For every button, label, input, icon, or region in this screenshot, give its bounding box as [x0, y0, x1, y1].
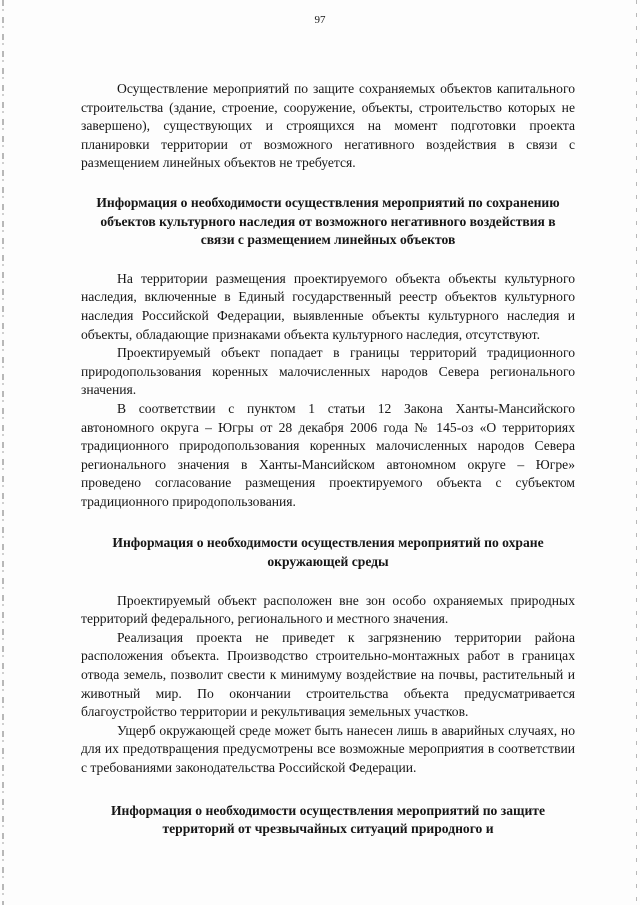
culture-paragraph-1: На территории размещения проектируемого объекта объекты культурного наследия, включенные в Единый государственный реестр объектов культурного наследия Российской Федерации, выявленные объекты культурного наследия и объекты, обладающие признаками объекта культурного наследия, отсутствуют. [81, 270, 575, 342]
heading-emergency: Информация о необходимости осуществления мероприятий по защите территорий от чрезвычайных ситуаций природного и [110, 802, 546, 837]
culture-paragraph-2: Проектируемый объект попадает в границы территорий традиционного природопользования коренных малочисленных народов Севера регионального значения. [81, 345, 575, 398]
environment-paragraph-2: Реализация проекта не приведет к загрязнению территории района расположения объекта. Производство строительно-монтажных работ в границах отвода земель, позволит свести к минимуму воздействие на почвы, растительный и животный мир. По окончании строительства объекта предусматривается благоустройство территории и рекультивация земельных участков. [81, 629, 575, 720]
scan-left-edge [2, 0, 4, 905]
document-body [81, 80, 575, 839]
heading-environment: Информация о необходимости осуществления мероприятий по охране окружающей среды [112, 535, 544, 570]
heading-culture: Информация о необходимости осуществления мероприятий по сохранению объектов культурного наследия от возможного негативного воздействия в связи с размещением линейных объектов [96, 194, 560, 248]
environment-paragraph-1: Проектируемый объект расположен вне зон особо охраняемых природных территорий федерального, регионального и местного значения. [81, 592, 575, 627]
page-number: 97 [314, 14, 326, 26]
intro-paragraph: Осуществление мероприятий по защите сохраняемых объектов капитального строительства (здание, строение, сооружение, объекты, строительство которых не завершено), существующих и строящихся на момент подготовки проекта планировки территории от возможного негативного воздействия в связи с размещением линейных объектов не требуется. [81, 81, 575, 171]
culture-paragraph-3: В соответствии с пунктом 1 статьи 12 Закона Ханты-Мансийского автономного округа – Югры от 28 декабря 2006 года № 145-оз «О территориях традиционного природопользования коренных малочисленных народов Севера регионального значения в Ханты-Мансийском автономном округе – Югре» проведено согласование размещения проектируемого объекта с субъектом традиционного природопользования. [81, 400, 575, 509]
environment-paragraph-3: Ущерб окружающей среде может быть нанесен лишь в аварийных случаях, но для их предотвращения предусмотрены все возможные мероприятия в соответствии с требованиями законодательства Российской Федерации. [81, 722, 575, 775]
scan-right-edge [636, 0, 637, 905]
